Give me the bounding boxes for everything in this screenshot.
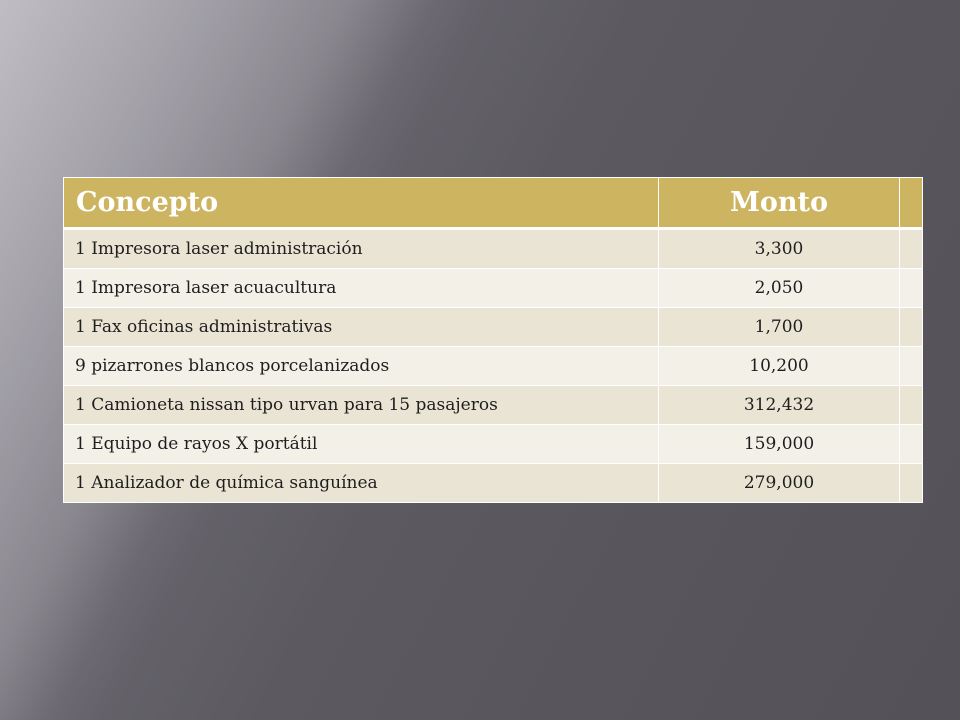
table-row — [64, 229, 923, 269]
amount-cell: 159,000 — [659, 425, 900, 464]
amount-cell: 279,000 — [659, 464, 900, 503]
header-empty-cell — [900, 178, 923, 229]
concept-cell: 1 Analizador de química sanguínea — [64, 464, 659, 503]
empty-cell — [900, 229, 923, 269]
header-amount: Monto — [659, 178, 900, 229]
header-concept: Concepto — [64, 178, 659, 229]
amount-cell: 312,432 — [659, 386, 900, 425]
concept-cell: 1 Impresora laser acuacultura — [64, 269, 659, 308]
empty-cell — [900, 308, 923, 347]
table-row — [64, 269, 923, 308]
concept-cell: 1 Fax oficinas administrativas — [64, 308, 659, 347]
empty-cell — [900, 269, 923, 308]
amount-cell: 10,200 — [659, 347, 900, 386]
table-row — [64, 425, 923, 464]
amount-cell: 1,700 — [659, 308, 900, 347]
table-row — [64, 464, 923, 503]
concept-cell: 1 Camioneta nissan tipo urvan para 15 pasajeros — [64, 386, 659, 425]
empty-cell — [900, 425, 923, 464]
budget-table — [63, 177, 923, 503]
table-row — [64, 308, 923, 347]
table-header-row — [64, 178, 923, 229]
concept-cell: 1 Impresora laser administración — [64, 229, 659, 269]
empty-cell — [900, 464, 923, 503]
amount-cell: 2,050 — [659, 269, 900, 308]
empty-cell — [900, 386, 923, 425]
table-row — [64, 386, 923, 425]
concept-cell: 9 pizarrones blancos porcelanizados — [64, 347, 659, 386]
amount-cell: 3,300 — [659, 229, 900, 269]
concept-cell: 1 Equipo de rayos X portátil — [64, 425, 659, 464]
empty-cell — [900, 347, 923, 386]
table-row — [64, 347, 923, 386]
